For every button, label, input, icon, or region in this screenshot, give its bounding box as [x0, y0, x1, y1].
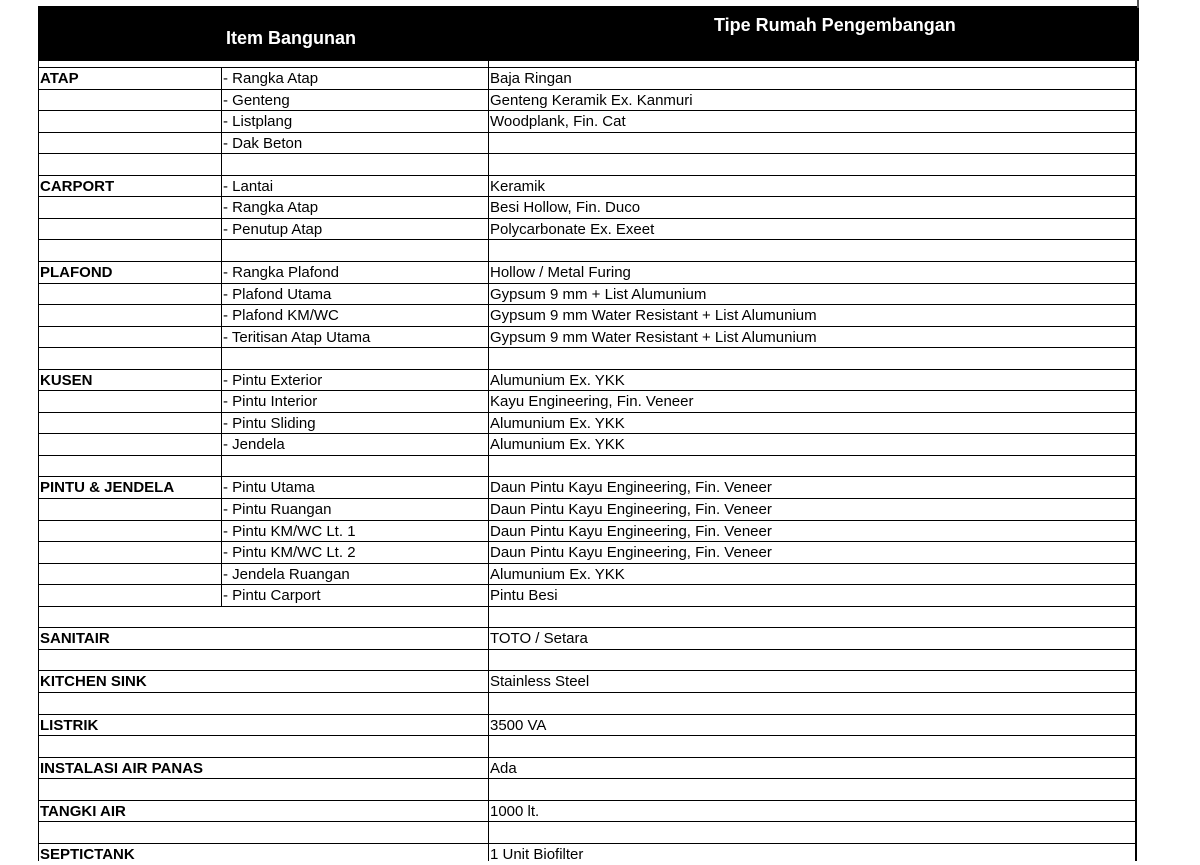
spec-value: Ada: [490, 760, 517, 777]
item-label: - Rangka Atap: [223, 70, 319, 87]
item-label: - Dak Beton: [223, 135, 303, 152]
row-rule: [38, 175, 1135, 176]
spec-value: Daun Pintu Kayu Engineering, Fin. Veneer: [490, 523, 772, 540]
category-label: TANGKI AIR: [40, 803, 126, 820]
spec-value: Pintu Besi: [490, 587, 558, 604]
item-label: - Lantai: [223, 178, 274, 195]
row-rule: [38, 455, 1135, 456]
spec-value: Alumunium Ex. YKK: [490, 436, 625, 453]
item-label: - Pintu Sliding: [223, 415, 316, 432]
header-tipe-rumah: Tipe Rumah Pengembangan: [714, 15, 956, 35]
col-rule-spec: [488, 61, 489, 861]
col-rule-left: [38, 61, 39, 861]
spec-value: 3500 VA: [490, 717, 547, 734]
spec-value: Daun Pintu Kayu Engineering, Fin. Veneer: [490, 501, 772, 518]
category-label: PINTU & JENDELA: [40, 479, 175, 496]
header-item-bangunan: Item Bangunan: [226, 28, 357, 48]
item-label: - Plafond Utama: [223, 286, 332, 303]
category-label: CARPORT: [40, 178, 115, 195]
item-label: - Pintu Utama: [223, 479, 315, 496]
spec-value: Kayu Engineering, Fin. Veneer: [490, 393, 694, 410]
spec-value: Gypsum 9 mm Water Resistant + List Alumunium: [490, 329, 817, 346]
row-rule: [38, 714, 1135, 715]
spec-value: Keramik: [490, 178, 546, 195]
spec-value: TOTO / Setara: [490, 630, 588, 647]
spec-value: Genteng Keramik Ex. Kanmuri: [490, 92, 693, 109]
item-label: - Penutup Atap: [223, 221, 323, 238]
col-rule-item: [221, 67, 222, 606]
spec-value: Alumunium Ex. YKK: [490, 415, 625, 432]
category-label: SEPTICTANK: [40, 846, 135, 863]
spec-value: Polycarbonate Ex. Exeet: [490, 221, 655, 238]
spec-value: Alumunium Ex. YKK: [490, 566, 625, 583]
item-label: - Rangka Plafond: [223, 264, 339, 281]
item-label: - Pintu KM/WC Lt. 1: [223, 523, 356, 540]
item-label: - Rangka Atap: [223, 199, 319, 216]
spec-value: Daun Pintu Kayu Engineering, Fin. Veneer: [490, 544, 772, 561]
sheet-edge: [1137, 0, 1139, 8]
category-label: ATAP: [40, 70, 79, 87]
item-label: - Pintu KM/WC Lt. 2: [223, 544, 356, 561]
item-label: - Listplang: [223, 113, 293, 130]
category-label: SANITAIR: [40, 630, 110, 647]
row-rule: [38, 843, 1135, 844]
col-rule-right: [1135, 61, 1137, 861]
item-label: - Pintu Exterior: [223, 372, 323, 389]
category-label: PLAFOND: [40, 264, 113, 281]
row-rule: [38, 153, 1135, 154]
spec-value: Daun Pintu Kayu Engineering, Fin. Veneer: [490, 479, 772, 496]
spec-value: Baja Ringan: [490, 70, 572, 87]
row-rule: [38, 132, 1135, 133]
row-rule: [38, 649, 1135, 650]
row-rule: [38, 800, 1135, 801]
spec-value: Gypsum 9 mm + List Alumunium: [490, 286, 707, 303]
row-rule: [38, 67, 1135, 68]
row-rule: [38, 735, 1135, 736]
item-label: - Jendela: [223, 436, 285, 453]
category-label: KUSEN: [40, 372, 93, 389]
item-label: - Genteng: [223, 92, 290, 109]
spec-value: 1000 lt.: [490, 803, 540, 820]
row-rule: [38, 692, 1135, 693]
item-label: - Jendela Ruangan: [223, 566, 350, 583]
row-rule: [38, 606, 1135, 607]
table-header: [38, 6, 1139, 61]
category-label: INSTALASI AIR PANAS: [40, 760, 204, 777]
spec-value: 1 Unit Biofilter: [490, 846, 584, 863]
row-rule: [38, 821, 1135, 822]
item-label: - Pintu Ruangan: [223, 501, 332, 518]
category-label: LISTRIK: [40, 717, 99, 734]
spec-value: Besi Hollow, Fin. Duco: [490, 199, 641, 216]
spec-value: Alumunium Ex. YKK: [490, 372, 625, 389]
item-label: - Pintu Interior: [223, 393, 318, 410]
item-label: - Plafond KM/WC: [223, 307, 339, 324]
spec-value: Stainless Steel: [490, 673, 590, 690]
spec-value: Hollow / Metal Furing: [490, 264, 631, 281]
spec-value: Woodplank, Fin. Cat: [490, 113, 626, 130]
category-label: KITCHEN SINK: [40, 673, 147, 690]
item-label: - Teritisan Atap Utama: [223, 329, 371, 346]
item-label: - Pintu Carport: [223, 587, 321, 604]
spec-value: Gypsum 9 mm Water Resistant + List Alumunium: [490, 307, 817, 324]
